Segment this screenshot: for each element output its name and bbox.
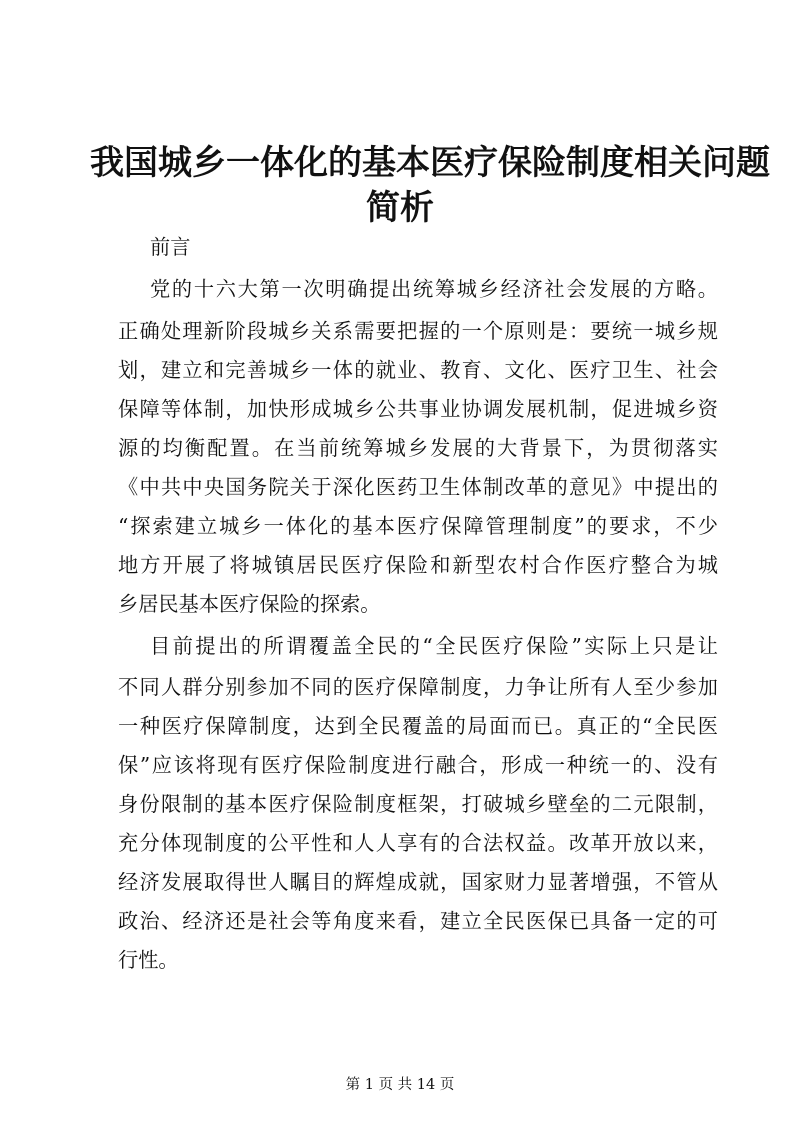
paragraph-line: 不同人群分别参加不同的医疗保障制度，力争让所有人至少参加 [118,675,718,699]
document-title-continued: 简析 [366,188,434,228]
section-heading: 前言 [150,235,191,259]
page-number-footer: 第 1 页 共 14 页 [345,1077,455,1093]
paragraph-line: 目前提出的所谓覆盖全民的“全民医疗保险”实际上只是让 [150,634,718,658]
paragraph-line: 一种医疗保障制度，达到全民覆盖的局面而已。真正的“全民医 [118,714,718,738]
paragraph-line: 政治、经济还是社会等角度来看，建立全民医保已具备一定的可 [118,909,718,933]
paragraph-line: 《中共中央国务院关于深化医药卫生体制改革的意见》中提出的 [118,475,718,499]
paragraph-line: 经济发展取得世人瞩目的辉煌成就，国家财力显著增强，不管从 [118,870,718,894]
paragraph-line: 身份限制的基本医疗保险制度框架，打破城乡壁垒的二元限制， [118,792,718,816]
paragraph-line: 地方开展了将城镇居民医疗保险和新型农村合作医疗整合为城 [118,553,718,577]
document-title: 我国城乡一体化的基本医疗保险制度相关问题 [90,143,770,183]
paragraph-line: 划，建立和完善城乡一体的就业、教育、文化、医疗卫生、社会 [118,358,718,382]
paragraph-line: 乡居民基本医疗保险的探索。 [118,592,381,616]
paragraph-line: 充分体现制度的公平性和人人享有的合法权益。改革开放以来， [118,831,718,855]
paragraph-line: 正确处理新阶段城乡关系需要把握的一个原则是：要统一城乡规 [118,319,718,343]
paragraph-line: “探索建立城乡一体化的基本医疗保障管理制度”的要求，不少 [118,514,718,538]
paragraph-line: 源的均衡配置。在当前统筹城乡发展的大背景下，为贯彻落实 [118,436,718,460]
paragraph-line: 保障等体制，加快形成城乡公共事业协调发展机制，促进城乡资 [118,397,718,421]
paragraph-line: 保”应该将现有医疗保险制度进行融合，形成一种统一的、没有 [118,753,718,777]
paragraph-line: 行性。 [118,948,179,972]
paragraph-line: 党的十六大第一次明确提出统筹城乡经济社会发展的方略。 [150,277,718,301]
